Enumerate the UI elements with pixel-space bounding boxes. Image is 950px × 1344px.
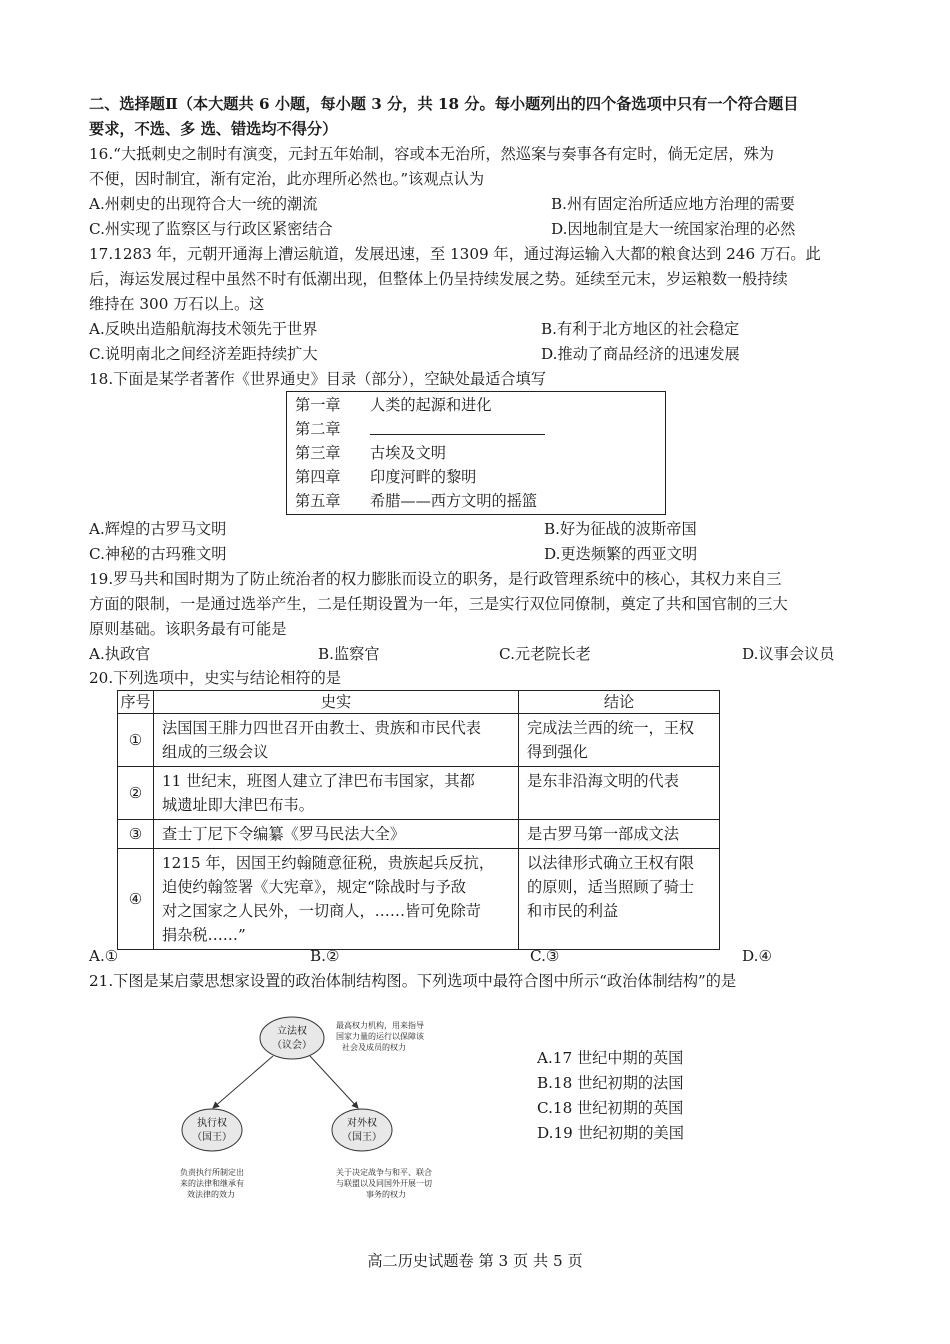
row-fact: 法国国王腓力四世召开由教士、贵族和市民代表 组成的三级会议: [154, 714, 519, 767]
q19-stem-line1: 19.罗马共和国时期为了防止统治者的权力膨胀而设立的职务，是行政管理系统中的核心，其权力来自三: [89, 570, 782, 588]
table-header-row: [118, 691, 720, 714]
q19-option-b[interactable]: B.监察官: [318, 645, 380, 663]
q17-stem-line1: 17.1283 年，元朝开通海上漕运航道，发展迅速，至 1309 年，通过海运输入大都的粮食达到 246 万石。此: [89, 245, 821, 263]
q16-option-c[interactable]: C.州实现了监察区与行政区紧密结合: [89, 220, 333, 238]
row-conclusion: 以法律形式确立王权有限 的原则，适当照顾了骑士 和市民的利益: [519, 849, 720, 950]
toc-row: 第一章 人类的起源和进化: [295, 396, 492, 414]
row-num: ④: [118, 849, 154, 950]
q16-stem-line1: 16.“大抵刺史之制时有演变，元封五年始制，容或本无治所，然巡案与奏事各有定时，倘无定居，殊为: [89, 145, 774, 163]
legislative-label: 立法权: [277, 1026, 307, 1037]
q21-option-c[interactable]: C.18 世纪初期的英国: [537, 1099, 684, 1117]
q19-stem-line2: 方面的限制，一是通过选举产生，二是任期设置为一年，三是实行双位同僚制，奠定了共和国官制的三大: [89, 595, 788, 613]
q16-option-a[interactable]: A.州刺史的出现符合大一统的潮流: [89, 195, 318, 213]
q21-stem: 21.下图是某启蒙思想家设置的政治体制结构图。下列选项中最符合图中所示“政治体制结构”的是: [89, 972, 737, 990]
legislative-note-3: 社会及成员的权力: [342, 1043, 406, 1052]
table-row: [118, 714, 720, 767]
toc-row: 第四章 印度河畔的黎明: [295, 468, 477, 486]
executive-node: [182, 1109, 242, 1151]
toc-row: 第二章: [295, 420, 341, 438]
political-structure-diagram: [170, 1012, 500, 1202]
arrow-left: [213, 1056, 273, 1108]
q21-option-d[interactable]: D.19 世纪初期的美国: [537, 1124, 684, 1142]
q20-option-d[interactable]: D.④: [742, 947, 773, 965]
q20-option-b[interactable]: B.②: [310, 947, 340, 965]
q17-option-a[interactable]: A.反映出造船航海技术领先于世界: [89, 320, 318, 338]
section-heading-line2: 要求，不选、多 选、错选均不得分）: [89, 120, 338, 138]
page-footer: 高二历史试题卷 第 3 页 共 5 页: [367, 1252, 583, 1270]
arrow-right: [310, 1056, 358, 1108]
legislative-note-2: 国家力量的运行以保障该: [336, 1032, 424, 1041]
header-fact: 史实: [154, 691, 519, 714]
federative-note-2: 与联盟以及同国外开展一切: [336, 1179, 432, 1188]
q17-stem-line2: 后，海运发展过程中虽然不时有低潮出现，但整体上仍呈持续发展之势。延续至元末，岁运粮数一般持续: [89, 270, 788, 288]
toc-blank-line: [370, 434, 545, 435]
section-heading-line1: 二、选择题Ⅱ（本大题共 6 小题，每小题 3 分，共 18 分。每小题列出的四个备选项中只有一个符合题目: [89, 95, 799, 113]
q17-stem-line3: 维持在 300 万石以上。这: [89, 295, 265, 313]
executive-sub: （国王）: [192, 1132, 232, 1143]
q17-option-b[interactable]: B.有利于北方地区的社会稳定: [541, 320, 740, 338]
legislative-node: [260, 1017, 324, 1059]
row-fact: 11 世纪末，班图人建立了津巴布韦国家，其都 城遗址即大津巴布韦。: [154, 767, 519, 820]
legislative-note-1: 最高权力机构，用来指导: [336, 1021, 424, 1030]
q16-stem-line2: 不便，因时制宜，渐有定治，此亦理所必然也。”该观点认为: [89, 170, 485, 188]
row-fact: 1215 年，因国王约翰随意征税，贵族起兵反抗， 迫使约翰签署《大宪章》，规定“除战时与予敌 对之国家之人民外，一切商人，……皆可免除苛 捐杂税……”: [154, 849, 519, 950]
q19-option-d[interactable]: D.议事会议员: [742, 645, 835, 663]
row-conclusion: 是东非沿海文明的代表: [519, 767, 720, 820]
row-num: ②: [118, 767, 154, 820]
q21-option-a[interactable]: A.17 世纪中期的英国: [537, 1049, 684, 1067]
q18-option-a[interactable]: A.辉煌的古罗马文明: [89, 520, 227, 538]
federative-label: 对外权: [347, 1118, 377, 1129]
q18-stem: 18.下面是某学者著作《世界通史》目录（部分），空缺处最适合填写: [89, 370, 546, 388]
q19-stem-line3: 原则基础。该职务最有可能是: [89, 620, 287, 638]
table-row: [118, 767, 720, 820]
federative-sub: （国王）: [342, 1132, 382, 1143]
q20-option-c[interactable]: C.③: [530, 947, 560, 965]
toc-row: 第五章 希腊——西方文明的摇篮: [295, 492, 538, 510]
q16-option-d[interactable]: D.因地制宜是大一统国家治理的必然: [551, 220, 796, 238]
federative-note-1: 关于决定战争与和平、联合: [336, 1168, 432, 1177]
facts-table: [117, 690, 720, 950]
legislative-sub: （议会）: [272, 1040, 312, 1051]
row-conclusion: 完成法兰西的统一，王权 得到强化: [519, 714, 720, 767]
executive-label: 执行权: [197, 1118, 227, 1129]
federative-note-3: 事务的权力: [366, 1190, 406, 1199]
row-fact: 查士丁尼下令编纂《罗马民法大全》: [154, 820, 519, 849]
header-num: 序号: [118, 691, 154, 714]
row-conclusion: 是古罗马第一部成文法: [519, 820, 720, 849]
toc-row: 第三章 古埃及文明: [295, 444, 446, 462]
federative-node: [332, 1109, 392, 1151]
header-conclusion: 结论: [519, 691, 720, 714]
row-num: ③: [118, 820, 154, 849]
q19-option-c[interactable]: C.元老院长老: [499, 645, 591, 663]
q16-option-b[interactable]: B.州有固定治所适应地方治理的需要: [551, 195, 795, 213]
q18-option-d[interactable]: D.更迭频繁的西亚文明: [544, 545, 698, 563]
q19-option-a[interactable]: A.执政官: [89, 645, 151, 663]
q17-option-d[interactable]: D.推动了商品经济的迅速发展: [541, 345, 740, 363]
q20-option-a[interactable]: A.①: [89, 947, 119, 965]
q21-option-b[interactable]: B.18 世纪初期的法国: [537, 1074, 684, 1092]
toc-box: [286, 391, 666, 515]
q20-stem: 20.下列选项中，史实与结论相符的是: [89, 669, 341, 687]
table-row: [118, 820, 720, 849]
q18-option-b[interactable]: B.好为征战的波斯帝国: [544, 520, 697, 538]
executive-note-1: 负责执行所制定出: [180, 1168, 244, 1177]
q18-option-c[interactable]: C.神秘的古玛雅文明: [89, 545, 227, 563]
row-num: ①: [118, 714, 154, 767]
executive-note-3: 效法律的效力: [187, 1190, 235, 1199]
executive-note-2: 来的法律和继承有: [180, 1179, 244, 1188]
q17-option-c[interactable]: C.说明南北之间经济差距持续扩大: [89, 345, 318, 363]
table-row: [118, 849, 720, 950]
